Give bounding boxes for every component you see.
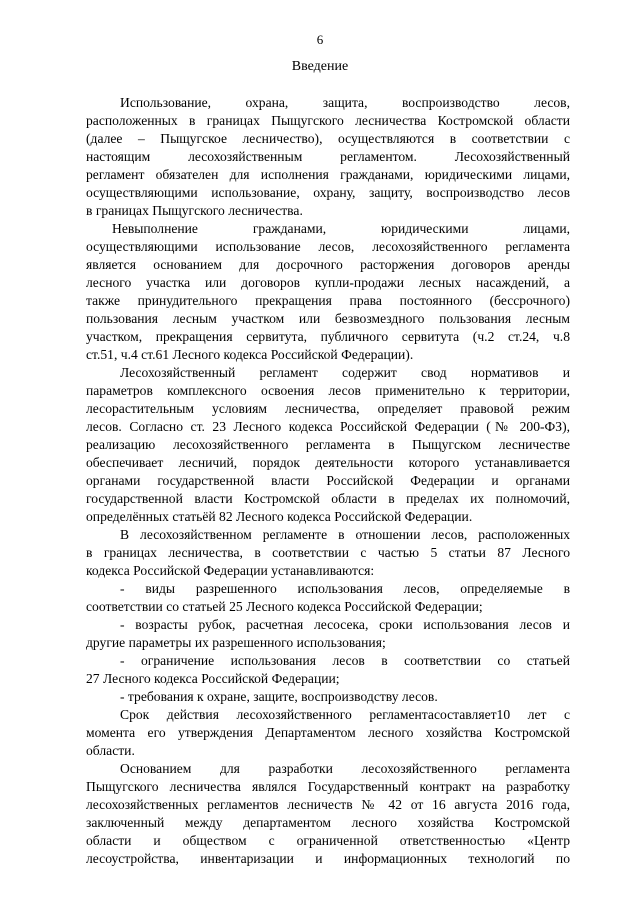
text-line: участком, прекращения сервитута, публичного сервитута (ч.2 ст.24, ч.8 xyxy=(86,329,570,344)
text-line: реализацию лесохозяйственного регламента в Пыщугском лесничестве xyxy=(86,437,570,452)
text-line: государственной власти Костромской области в пределах их полномочий, xyxy=(86,491,570,506)
section-heading: Введение xyxy=(291,59,349,74)
text-line: регламент обязателен для исполнения гражданами, юридическими лицами, xyxy=(86,167,570,182)
text-line: лесов. Согласно ст. 23 Лесного кодекса Российской Федерации (№ 200-ФЗ), xyxy=(86,419,570,434)
text-line: соответствии со статьей 25 Лесного кодекса Российской Федерации; xyxy=(86,599,483,614)
text-line: Пыщугского лесничества являлся Государственный контракт на разработку xyxy=(86,779,570,794)
text-line: другие параметры их разрешенного использования; xyxy=(86,635,386,650)
text-line: ст.51, ч.4 ст.61 Лесного кодекса Российской Федерации). xyxy=(86,347,414,362)
text-line: расположенных в границах Пыщугского лесничества Костромской области xyxy=(86,113,570,128)
text-line: заключенный между департаментом лесного хозяйства Костромской xyxy=(86,815,570,830)
text-line: кодекса Российской Федерации устанавливаются: xyxy=(86,563,375,578)
text-line: также принудительного прекращения права постоянного (бессрочного) xyxy=(86,293,570,308)
text-line: осуществляющими использование лесов, лесохозяйственного регламента xyxy=(86,239,570,254)
text-line: в границах Пыщугского лесничества. xyxy=(86,203,303,218)
text-line: Основанием для разработки лесохозяйственного регламента xyxy=(120,761,570,776)
text-line: Использование, охрана, защита, воспроизводство лесов, xyxy=(120,95,570,110)
text-line: осуществляющими использование, охрану, защиту, воспроизводство лесов xyxy=(86,185,570,200)
page-number: 6 xyxy=(316,32,324,47)
text-line: пользования лесным участком или безвозмездного пользования лесным xyxy=(86,311,570,326)
text-line: - возрасты рубок, расчетная лесосека, сроки использования лесов и xyxy=(120,617,570,632)
text-line: - требования к охране, защите, воспроизводству лесов. xyxy=(120,689,438,704)
text-line: лесорастительным условиям лесничества, определяет правовой режим xyxy=(86,401,570,416)
text-line: 27 Лесного кодекса Российской Федерации; xyxy=(86,671,340,686)
text-line: - ограничение использования лесов в соответствии со статьей xyxy=(120,653,570,668)
text-line: лесоустройства, инвентаризации и информационных технологий по xyxy=(86,851,570,866)
text-line: Срок действия лесохозяйственного регламентасоставляет10 лет с xyxy=(120,707,570,722)
text-line: Лесохозяйственный регламент содержит свод нормативов и xyxy=(120,365,570,380)
text-line: области и обществом с ограниченной ответственностью «Центр xyxy=(86,833,570,848)
text-line: области. xyxy=(86,743,135,758)
text-line: настоящим лесохозяйственным регламентом. Лесохозяйственный xyxy=(86,149,570,164)
text-line: лесного участка или договоров купли-продажи лесных насаждений, а xyxy=(86,275,570,290)
text-line: в границах лесничества, в соответствии с частью 5 статьи 87 Лесного xyxy=(86,545,570,560)
text-line: (далее – Пыщугское лесничество), осуществляются в соответствии с xyxy=(86,131,570,146)
text-line: параметров комплексного освоения лесов применительно к территории, xyxy=(86,383,570,398)
text-line: органами государственной власти Российской Федерации и органами xyxy=(86,473,570,488)
text-line: Невыполнение гражданами, юридическими лицами, xyxy=(112,221,570,236)
text-line: - виды разрешенного использования лесов, определяемые в xyxy=(120,581,570,596)
text-line: момента его утверждения Департаментом лесного хозяйства Костромской xyxy=(86,725,570,740)
document-body xyxy=(86,94,570,868)
text-line: В лесохозяйственном регламенте в отношении лесов, расположенных xyxy=(120,527,570,542)
text-line: лесохозяйственных регламентов лесничеств № 42 от 16 августа 2016 года, xyxy=(86,797,570,812)
text-line: является основанием для досрочного расторжения договоров аренды xyxy=(86,257,570,272)
text-line: определённых статьёй 82 Лесного кодекса Российской Федерации. xyxy=(86,509,473,524)
text-line: обеспечивает лесничий, порядок деятельности которого устанавливается xyxy=(86,455,570,470)
